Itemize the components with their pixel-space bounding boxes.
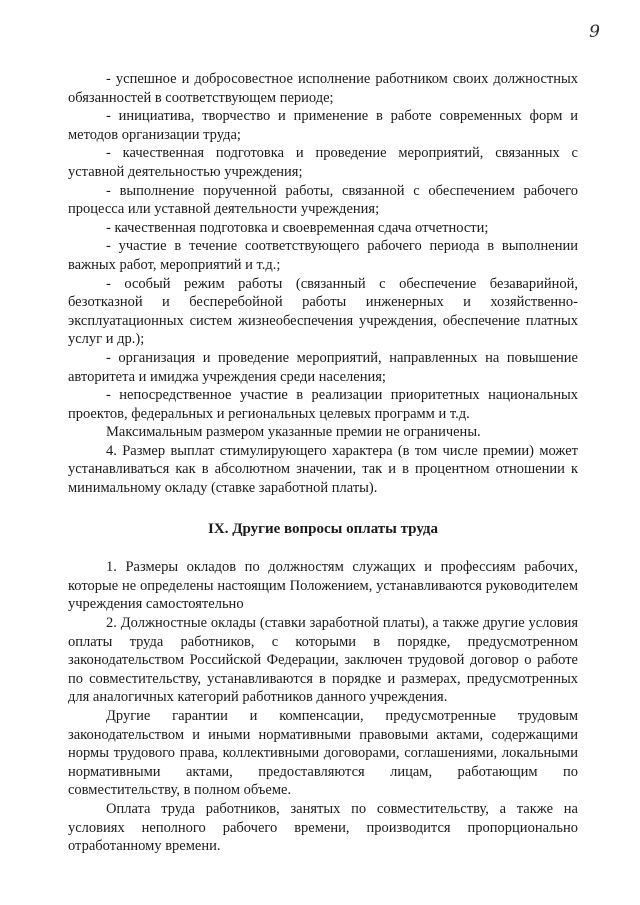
paragraph: - организация и проведение мероприятий, направленных на повышение авторитета и имиджа учреждения среди населения; <box>68 349 578 385</box>
document-body <box>68 70 578 856</box>
paragraph: 4. Размер выплат стимулирующего характера (в том числе премии) может устанавливаться как в абсолютном значении, так и в процентном отношении к минимальному окладу (ставке заработной платы). <box>68 442 578 497</box>
paragraph: 1. Размеры окладов по должностям служащих и профессиям рабочих, которые не определены настоящим Положением, устанавливаются руководителем учреждения самостоятельно <box>68 559 578 613</box>
page-number: 9 <box>589 22 600 42</box>
paragraph: Максимальным размером указанные премии не ограничены. <box>106 424 481 441</box>
paragraph: - непосредственное участие в реализации приоритетных национальных проектов, федеральных и региональных целевых программ и т.д. <box>68 387 578 422</box>
paragraph: - успешное и добросовестное исполнение работником своих должностных обязанностей в соответствующем периоде; <box>68 71 578 106</box>
paragraph: - инициатива, творчество и применение в работе современных форм и методов организации труда; <box>68 108 578 143</box>
paragraph: 2. Должностные оклады (ставки заработной платы), а также другие условия оплаты труда работников, с которыми в порядке, предусмотренном законодательством Российской Федерации, заключен трудовой договор о работе по совместительству, устанавливаются в порядке и размерах, предусмотренных для аналогичных категорий работников данного учреждения. <box>68 615 578 706</box>
paragraph: Оплата труда работников, занятых по совместительству, а также на условиях неполного рабочего времени, производится пропорционально отработанному времени. <box>68 800 578 855</box>
paragraph: - качественная подготовка и своевременная сдача отчетности; <box>106 219 489 236</box>
paragraph: - участие в течение соответствующего рабочего периода в выполнении важных работ, мероприятий и т.д.; <box>68 238 578 273</box>
paragraph: - особый режим работы (связанный с обеспечение безаварийной, безотказной и бесперебойной работы инженерных и хозяйственно-эксплуатационных систем жизнеобеспечения учреждения, обеспечение платных услуг и др.); <box>68 275 578 348</box>
paragraph: - выполнение порученной работы, связанной с обеспечением рабочего процесса или уставной деятельности учреждения; <box>68 182 578 218</box>
section-title: IX. Другие вопросы оплаты труда <box>208 520 438 537</box>
paragraph: Другие гарантии и компенсации, предусмотренные трудовым законодательством и иными нормативными правовыми актами, содержащими нормы трудового права, коллективными договорами, соглашениями, локальными нормативными актами, предоставляются лицам, работающим по совместительству, в полном объеме. <box>68 708 578 799</box>
paragraph: - качественная подготовка и проведение мероприятий, связанных с уставной деятельностью учреждения; <box>68 145 578 180</box>
